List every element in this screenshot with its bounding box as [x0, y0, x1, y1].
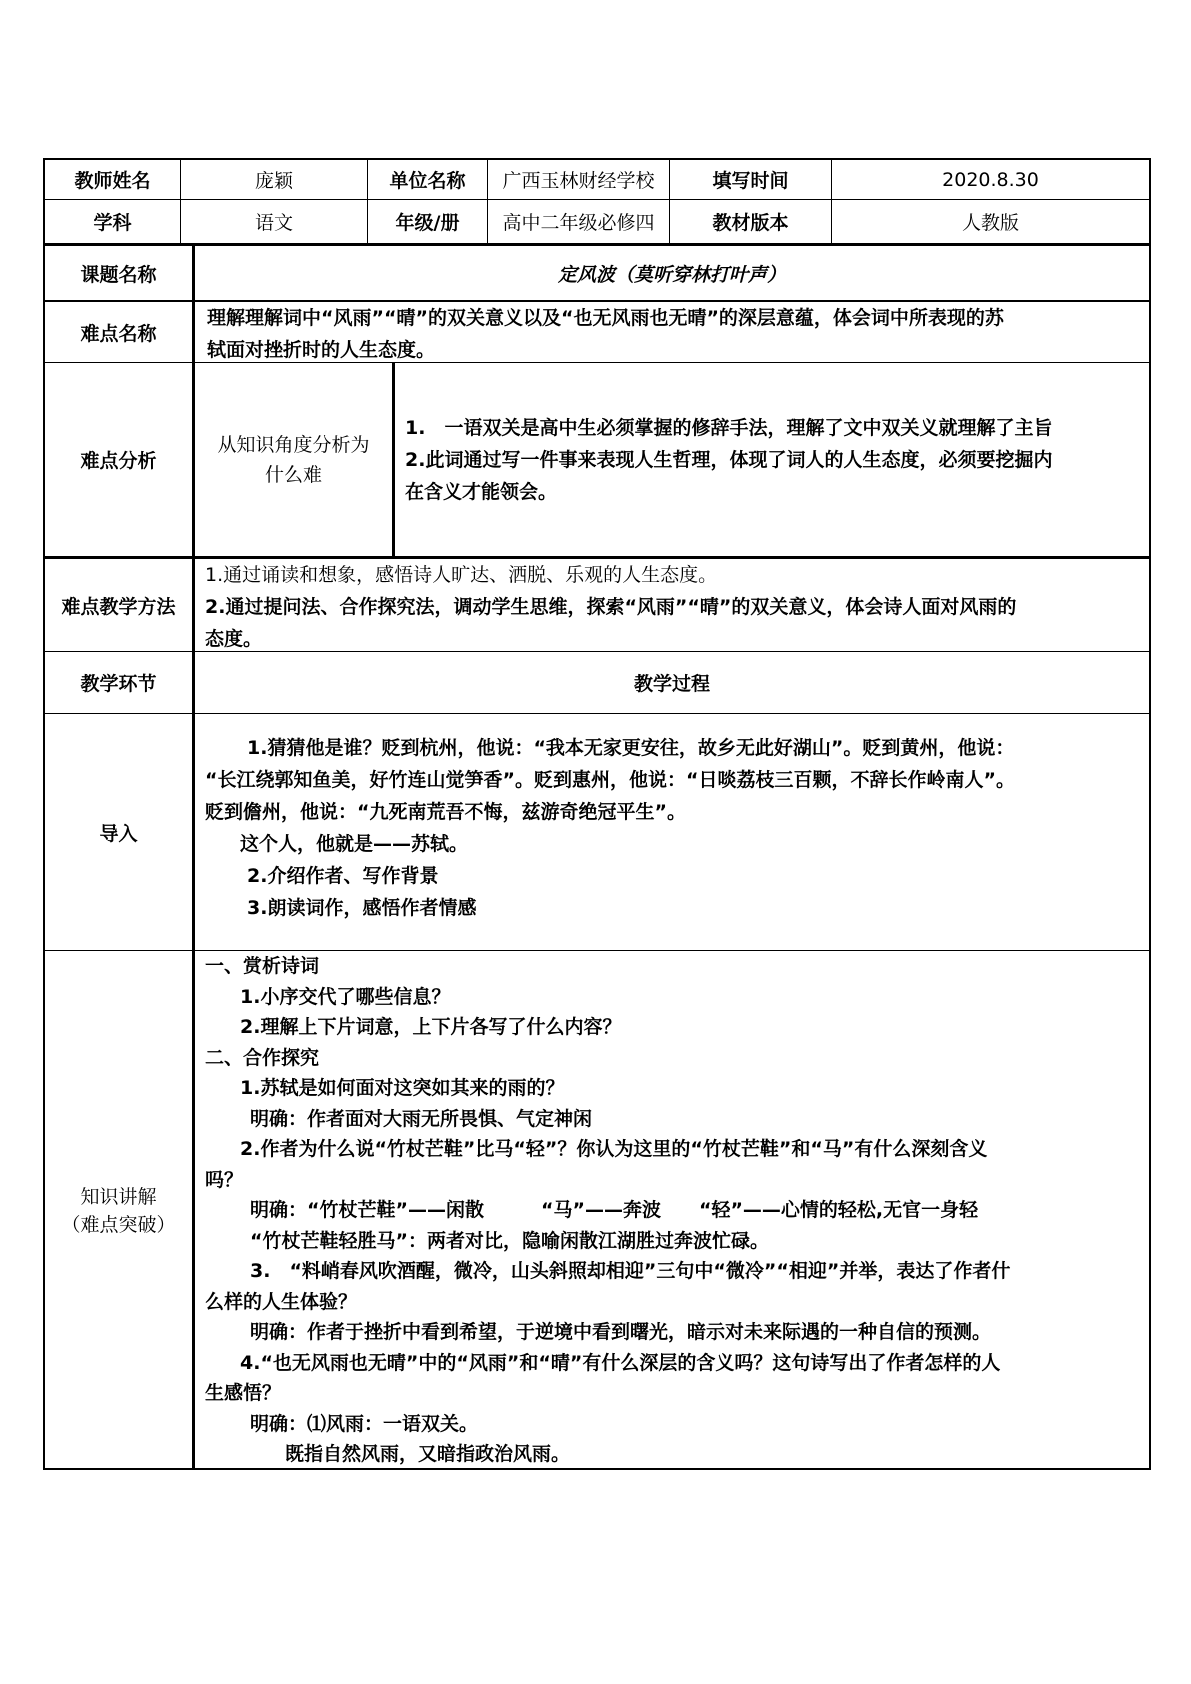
knowledge-row: [45, 951, 1149, 1468]
knowledge-line: 4.“也无风雨也无晴”中的“风雨”和“晴”有什么深层的含义吗？这句诗写出了作者怎样的人: [240, 1351, 1001, 1374]
intro-line: 1.猜猜他是谁？贬到杭州，他说：“我本无家更安往，故乡无此好湖山”。贬到黄州，他说：: [247, 737, 1015, 759]
knowledge-line: 明确：作者于挫折中看到希望，于逆境中看到曙光，暗示对未来际遇的一种自信的预测。: [250, 1321, 992, 1343]
difficulty-name-line: 理解理解词中“风雨”“晴”的双关意义以及“也无风雨也无晴”的深层意蕴，体会词中所表现的苏: [207, 307, 1004, 329]
subject-label: 学科: [45, 200, 181, 243]
knowledge-line: 1.苏轼是如何面对这突如其来的雨的？: [240, 1077, 565, 1099]
edition-value: 人教版: [961, 212, 1019, 234]
process-header-row: [45, 652, 1149, 714]
intro-row: [45, 714, 1149, 951]
knowledge-line: 一、赏析诗词: [205, 955, 320, 977]
knowledge-line: 2.理解上下片词意，上下片各写了什么内容？: [240, 1016, 622, 1038]
analysis-line: 1. 一语双关是高中生必须掌握的修辞手法，理解了文中双关义就理解了主旨: [405, 416, 1053, 439]
analysis-text: [395, 363, 1149, 556]
fill-time-label: 填写时间: [670, 160, 832, 199]
knowledge-line: 明确：“竹杖芒鞋”——闲散 “马”——奔波 “轻”——心情的轻松,无官一身轻: [250, 1199, 979, 1221]
method-line: 2.通过提问法、合作探究法，调动学生思维，探索“风雨”“晴”的双关意义，体会诗人面对风雨的: [205, 596, 1017, 618]
subject-value: 语文: [181, 200, 368, 243]
difficulty-analysis-row: [45, 363, 1149, 557]
intro-line: 这个人，他就是——苏轼。: [240, 833, 469, 855]
difficulty-name-line: 轼面对挫折时的人生态度。: [207, 339, 436, 361]
intro-label: 导入: [45, 714, 195, 950]
knowledge-line: 生感悟？: [205, 1382, 282, 1404]
knowledge-line: “竹杖芒鞋轻胜马”：两者对比，隐喻闲散江湖胜过奔波忙碌。: [250, 1229, 769, 1252]
unit-name-label: 单位名称: [368, 160, 488, 199]
intro-line: 贬到儋州，他说：“九死南荒吾不悔，兹游奇绝冠平生”。: [205, 801, 686, 823]
difficulty-analysis-content: [195, 363, 1149, 556]
knowledge-line: 明确：⑴风雨：一语双关。: [250, 1412, 479, 1435]
knowledge-line: 二、合作探究: [205, 1046, 320, 1069]
edition-label: 教材版本: [670, 200, 832, 243]
difficulty-name-row: [45, 301, 1149, 363]
info-row-1: [45, 160, 1149, 200]
method-line: 1.通过诵读和想象，感悟诗人旷达、洒脱、乐观的人生态度。: [205, 564, 718, 586]
lesson-plan-table: [43, 158, 1151, 1470]
analysis-sub-label: [195, 363, 395, 556]
analysis-sub-label-line: 从知识角度分析为: [217, 433, 370, 456]
teacher-name-label: 教师姓名: [45, 160, 181, 199]
analysis-sub-label-line: 什么难: [264, 463, 322, 486]
knowledge-content: [195, 951, 1149, 1468]
fill-time-value: 2020.8.30: [942, 168, 1039, 191]
intro-line: 2.介绍作者、写作背景: [247, 865, 439, 887]
knowledge-line: 1.小序交代了哪些信息？: [240, 985, 451, 1008]
analysis-line: 2.此词通过写一件事来表现人生哲理，体现了词人的人生态度，必须要挖掘内: [405, 448, 1053, 471]
info-row-2: [45, 200, 1149, 244]
knowledge-line: 明确：作者面对大雨无所畏惧、气定神闲: [250, 1107, 593, 1130]
unit-name-value: 广西玉林财经学校: [488, 160, 670, 199]
knowledge-line: 既指自然风雨，又暗指政治风雨。: [285, 1443, 571, 1465]
knowledge-line: 3. “料峭春风吹酒醒，微冷，山头斜照却相迎”三句中“微冷”“相迎”并举，表达了作者什: [250, 1260, 1011, 1282]
process-section-label: 教学环节: [45, 652, 195, 713]
grade-label: 年级/册: [368, 200, 488, 243]
knowledge-label-line: 知识讲解: [80, 1185, 157, 1208]
topic-label: 课题名称: [45, 246, 195, 300]
knowledge-line: 么样的人生体验？: [205, 1290, 358, 1313]
method-label: 难点教学方法: [45, 559, 195, 651]
intro-line: 3.朗读词作，感悟作者情感: [247, 897, 477, 919]
method-row: [45, 557, 1149, 652]
topic-row: [45, 244, 1149, 301]
intro-content: [195, 714, 1149, 950]
teacher-name-value: 庞颖: [181, 160, 368, 199]
knowledge-line: 吗？: [205, 1168, 244, 1191]
knowledge-label: [45, 951, 195, 1468]
difficulty-name-label: 难点名称: [45, 302, 195, 362]
method-content: [195, 559, 1149, 651]
process-header-value: 教学过程: [633, 673, 710, 695]
topic-value: 定风波（莫听穿林打叶声）: [557, 263, 786, 286]
analysis-line: 在含义才能领会。: [405, 480, 558, 503]
knowledge-label-line: （难点突破）: [61, 1213, 176, 1236]
difficulty-analysis-label: 难点分析: [45, 363, 195, 556]
difficulty-name-content: [195, 302, 1149, 362]
method-line: 态度。: [205, 628, 263, 650]
grade-value: 高中二年级必修四: [488, 200, 670, 243]
intro-line: “长江绕郭知鱼美，好竹连山觉笋香”。贬到惠州，他说：“日啖荔枝三百颗，不辞长作岭南人”。: [205, 769, 1015, 791]
knowledge-line: 2.作者为什么说“竹杖芒鞋”比马“轻”？你认为这里的“竹杖芒鞋”和“马”有什么深刻含义: [240, 1138, 988, 1160]
